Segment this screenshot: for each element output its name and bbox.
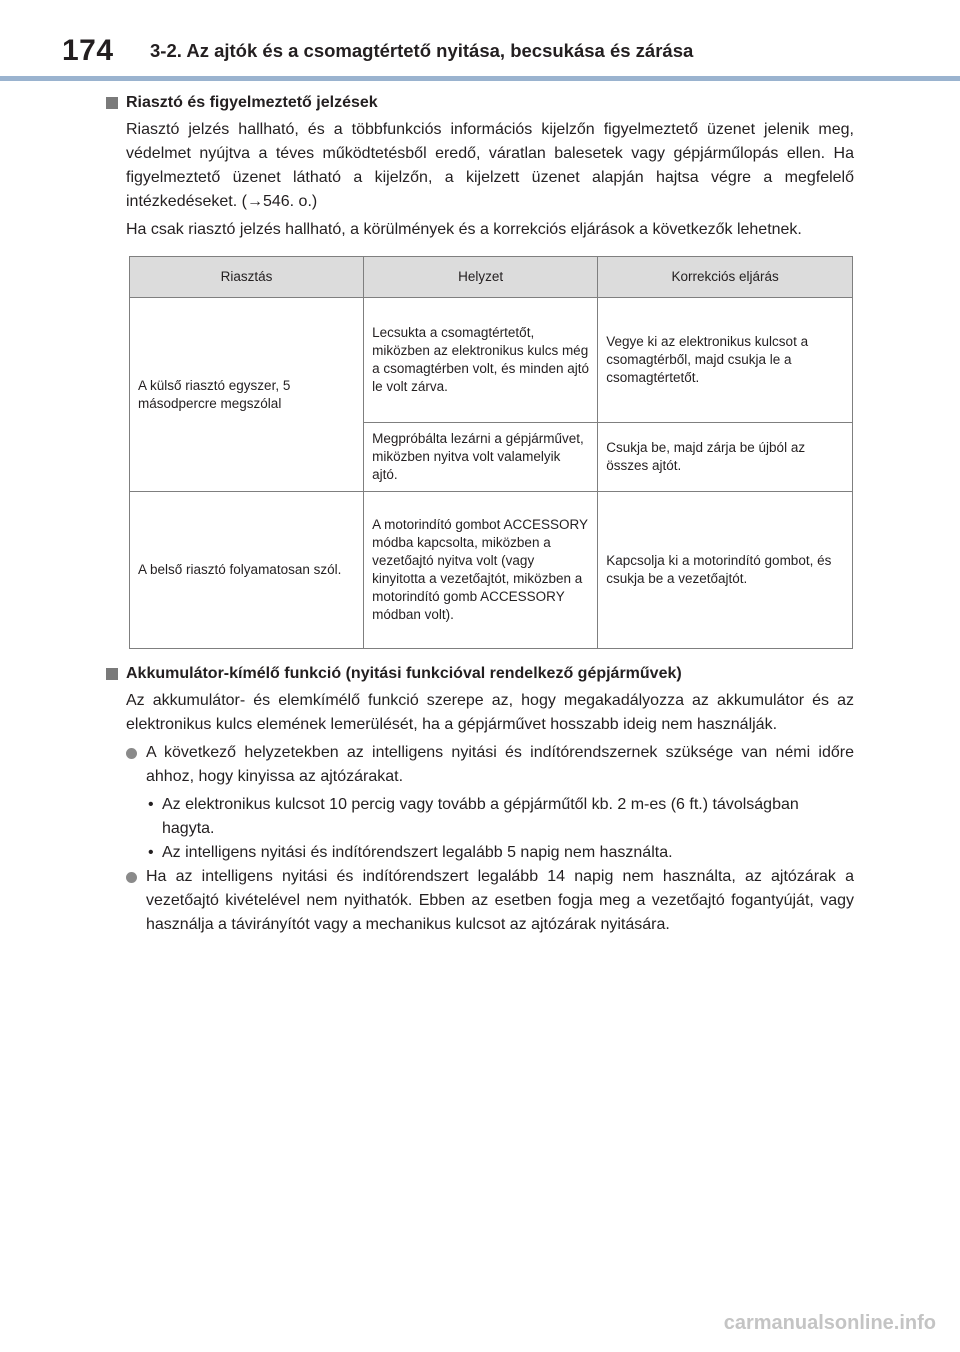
table-cell-alarm: A külső riasztó egyszer, 5 másodpercre megszólal: [130, 298, 364, 492]
sub-bullet-item: [146, 793, 854, 841]
page-content: [104, 92, 854, 941]
dot-bullet-icon: •: [148, 844, 154, 861]
circle-bullet-icon: [126, 748, 137, 759]
table-header-cell: Riasztás: [130, 257, 364, 298]
circle-bullet-icon: [126, 872, 137, 883]
chapter-title: 3-2. Az ajtók és a csomagtértető nyitása, becsukása és zárása: [150, 40, 694, 61]
bullet-item: [126, 741, 854, 789]
table-row: [130, 298, 853, 423]
square-bullet-icon: [106, 668, 118, 680]
page-number: 174: [62, 34, 114, 67]
bullet-item: [126, 865, 854, 937]
bullet-text: Ha az intelligens nyitási és indítórendszert legalább 14 napig nem használta, az ajtózárak a vezetőajtó kivételével nem nyithatók. Ebben az esetben fogja meg a vezetőajtó fogantyúját, vagy használja a távirányítót vagy a mechanikus kulcsot az ajtózárak nyitására.: [146, 868, 854, 933]
table-header-cell: Korrekciós eljárás: [598, 257, 853, 298]
section-title-text: Akkumulátor-kímélő funkció (nyitási funkcióval rendelkező gépjárművek): [126, 665, 682, 682]
section-title-battery: [104, 663, 854, 685]
table-header-row: [130, 257, 853, 298]
table-header-cell: Helyzet: [364, 257, 598, 298]
section-title-alarms: [104, 92, 854, 114]
watermark: carmanualsonline.info: [723, 1312, 936, 1334]
sub-bullet-item: [146, 841, 854, 865]
dot-bullet-icon: •: [148, 796, 154, 813]
section-title-text: Riasztó és figyelmeztető jelzések: [126, 94, 378, 111]
table-cell-situation: A motorindító gombot ACCESSORY módba kapcsolta, miközben a vezetőajtó nyitva volt (vagy kinyitotta a vezetőajtót, miközben a motorindító gomb ACCESSORY módban volt).: [364, 492, 598, 649]
paragraph: Riasztó jelzés hallható, és a többfunkciós információs kijelzőn figyelmeztető üzenet jelenik meg, védelmet nyújtva a téves működtetésből eredő, váratlan balesetek vagy gépjárműlopás ellen. Ha figyelmeztető üzenet látható a kijelzőn, a kijelzett üzenet alapján hajtsa végre a megfelelő intézkedéseket. (→546. o.): [126, 121, 854, 210]
paragraph: Ha csak riasztó jelzés hallható, a körülmények és a korrekciós eljárások a következők lehetnek.: [126, 221, 802, 238]
alarm-table: [129, 256, 853, 649]
table-cell-correction: Kapcsolja ki a motorindító gombot, és csukja be a vezetőajtót.: [598, 492, 853, 649]
square-bullet-icon: [106, 97, 118, 109]
table-row: [130, 492, 853, 649]
paragraph: Az akkumulátor- és elemkímélő funkció szerepe az, hogy megakadályozza az akkumulátor és az elektronikus kulcs elemének lemerülését, ha a gépjárművet hosszabb ideig nem használják.: [126, 692, 854, 733]
page-header: [0, 0, 960, 84]
table-cell-alarm: A belső riasztó folyamatosan szól.: [130, 492, 364, 649]
sub-bullet-text: Az elektronikus kulcsot 10 percig vagy tovább a gépjárműtől kb. 2 m-es (6 ft.) távolságban hagyta.: [162, 796, 799, 837]
table-cell-situation: Megpróbálta lezárni a gépjárművet, miközben nyitva volt valamelyik ajtó.: [364, 423, 598, 492]
table-cell-correction: Vegye ki az elektronikus kulcsot a csomagtérből, majd csukja le a csomagtértetőt.: [598, 298, 853, 423]
table-cell-correction: Csukja be, majd zárja be újból az összes ajtót.: [598, 423, 853, 492]
sub-bullet-text: Az intelligens nyitási és indítórendszert legalább 5 napig nem használta.: [162, 844, 673, 861]
bullet-text: A következő helyzetekben az intelligens nyitási és indítórendszernek szüksége van némi időre ahhoz, hogy kinyissa az ajtózárakat.: [146, 744, 854, 785]
table-cell-situation: Lecsukta a csomagtértetőt, miközben az elektronikus kulcs még a csomagtérben volt, és minden ajtó le volt zárva.: [364, 298, 598, 423]
header-rule: [0, 76, 960, 81]
